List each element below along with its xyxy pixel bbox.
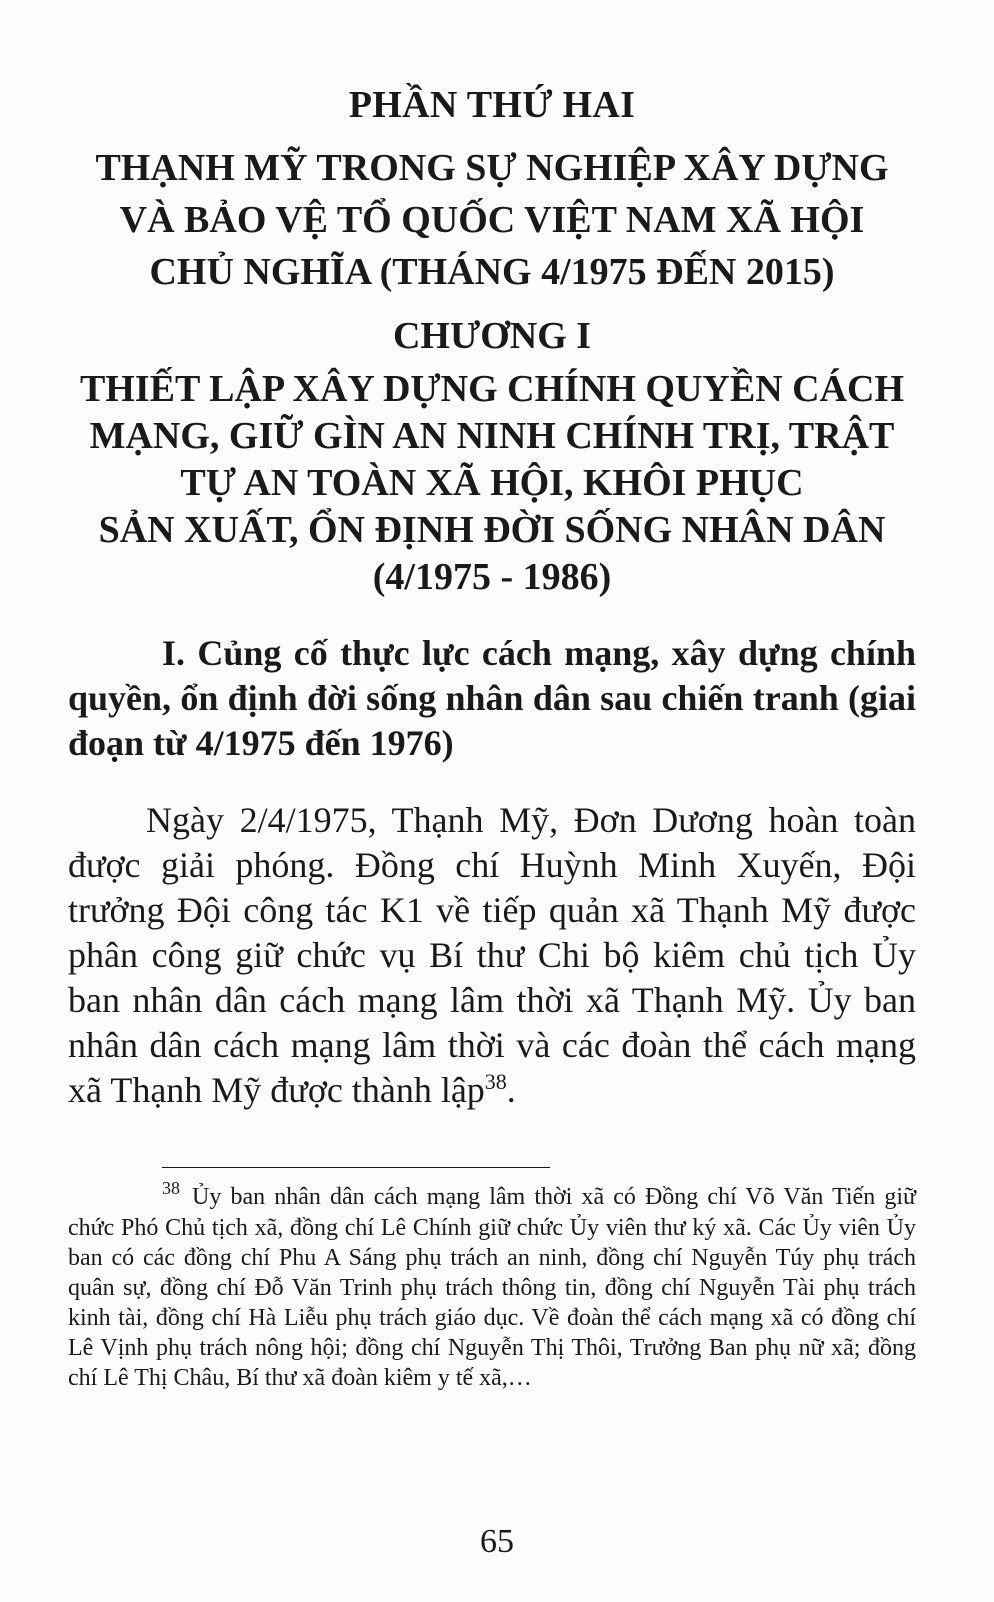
- book-page: [0, 84, 994, 1602]
- chapter-subtitle-line: THIẾT LẬP XÂY DỰNG CHÍNH QUYỀN CÁCH: [79, 368, 905, 410]
- body-paragraph-text: Ngày 2/4/1975, Thạnh Mỹ, Đơn Dương hoàn toàn được giải phóng. Đồng chí Huỳnh Minh Xuyến, Đội trưởng Đội công tác K1 về tiếp quản xã Thạnh Mỹ được phân công giữ chức vụ Bí thư Chi bộ kiêm chủ tịch Ủy ban nhân dân cách mạng lâm thời xã Thạnh Mỹ. Ủy ban nhân dân cách mạng lâm thời và các đoàn thể cách mạng xã Thạnh Mỹ được thành lập: [68, 800, 916, 1110]
- footnote: [68, 1178, 916, 1393]
- body-paragraph: Ngày 2/4/1975, Thạnh Mỹ, Đơn Dương hoàn toàn được giải phóng. Đồng chí Huỳnh Minh Xuyến, Đội trưởng Đội công tác K1 về tiếp quản xã Thạnh Mỹ được phân công giữ chức vụ Bí thư Chi bộ kiêm chủ tịch Ủy ban nhân dân cách mạng lâm thời xã Thạnh Mỹ. Ủy ban nhân dân cách mạng lâm thời và các đoàn thể cách mạng xã Thạnh Mỹ được thành lập$^{38}$.: [68, 800, 916, 1110]
- chapter-subtitle-line: MẠNG, GIỮ GÌN AN NINH CHÍNH TRỊ, TRẬT: [89, 415, 895, 457]
- chapter-subtitle: [68, 366, 916, 601]
- part-title: PHẦN THỨ HAI: [348, 84, 636, 126]
- footnote-number: 38: [162, 1178, 180, 1198]
- book-title-line: CHỦ NGHĨA (THÁNG 4/1975 ĐẾN 2015): [149, 251, 835, 293]
- chapter-subtitle-line: (4/1975 - 1986): [372, 556, 612, 598]
- footnote-divider: [162, 1167, 550, 1168]
- chapter-subtitle-line: SẢN XUẤT, ỔN ĐỊNH ĐỜI SỐNG NHÂN DÂN: [98, 509, 886, 551]
- chapter-subtitle-line: TỰ AN TOÀN XÃ HỘI, KHÔI PHỤC: [180, 462, 804, 504]
- book-title-line: VÀ BẢO VỆ TỔ QUỐC VIỆT NAM XÃ HỘI: [119, 199, 865, 241]
- footnote-text: Ủy ban nhân dân cách mạng lâm thời xã có Đồng chí Võ Văn Tiến giữ chức Phó Chủ tịch xã, đồng chí Lê Chính giữ chức Ủy viên thư ký xã. Các Ủy viên Ủy ban có các đồng chí Phu A Sáng phụ trách an ninh, đồng chí Nguyễn Túy phụ trách quân sự, đồng chí Đỗ Văn Trinh phụ trách thông tin, đồng chí Nguyễn Tài phụ trách kinh tài, đồng chí Hà Liễu phụ trách giáo dục. Về đoàn thể cách mạng xã có đồng chí Lê Vịnh phụ trách nông hội; đồng chí Nguyễn Thị Thôi, Trưởng Ban phụ nữ xã; đồng chí Lê Thị Châu, Bí thư xã đoàn kiêm y tế xã,…: [68, 1184, 916, 1391]
- section-heading: I. Củng cố thực lực cách mạng, xây dựng chính quyền, ổn định đời sống nhân dân sau chiến tranh (giai đoạn từ 4/1975 đến 1976): [68, 633, 916, 763]
- book-title-line: THẠNH MỸ TRONG SỰ NGHIỆP XÂY DỰNG: [95, 147, 889, 189]
- page-number: 65: [480, 1523, 514, 1560]
- footnote-reference: 38: [484, 1069, 507, 1094]
- book-title: [68, 142, 916, 298]
- chapter-label: CHƯƠNG I: [392, 315, 592, 357]
